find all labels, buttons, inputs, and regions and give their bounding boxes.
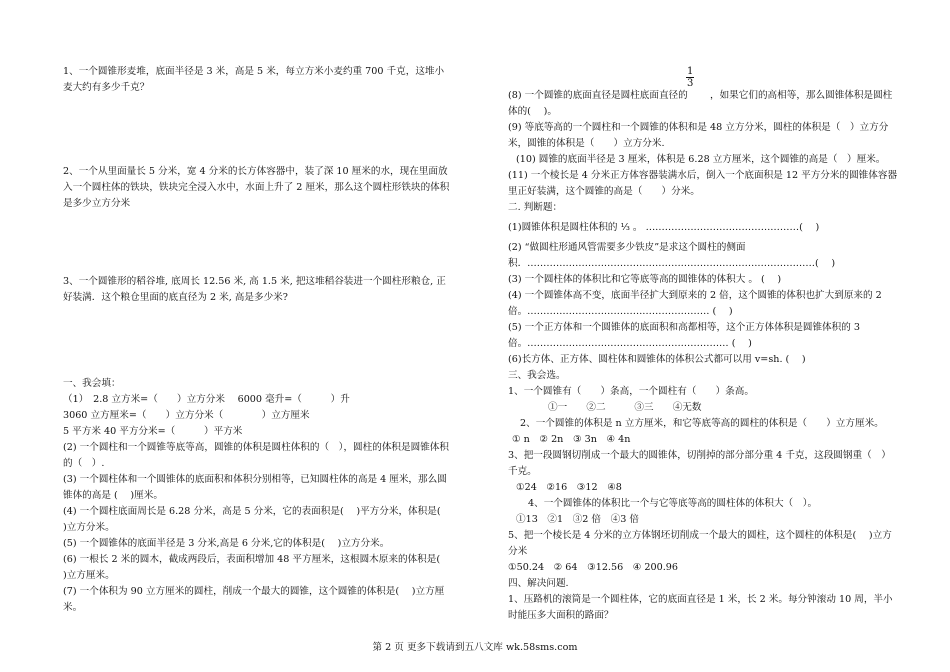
choose-title: 三、我会选。 — [508, 370, 566, 381]
solve-title: 四、解决问题. — [508, 578, 569, 589]
fill-line-1: （1） 2.8 立方米=（ ）立方分米 6000 毫升=（ ）升 — [63, 394, 350, 405]
problem-3: 3、一个圆锥形的稻谷堆, 底周长 12.56 米, 高 1.5 米, 把这堆稻谷装进一个圆柱形粮仓, 正好装满．这个粮仓里面的底直径为 2 米, 高是多少米? — [63, 276, 446, 303]
choose-q1: 1、一个圆锥有（ ）条高，一个圆柱有（ ）条高。 — [508, 386, 754, 397]
fill-item-8: $\frac{1}{3}$ (8) 一个圆锥的底面直径是圆柱底面直径的 ，如果它们的高相等，那么圆锥体积是圆柱体的( )。 — [508, 66, 893, 117]
judge-item-1: (1)圆锥体积是圆柱体积的 ⅓ 。 …………………………………………( ) — [508, 222, 820, 233]
page-footer: 第 2 页 更多下载请到五八文库 wk.58sms.com — [372, 642, 578, 653]
solve-item-1: 1、压路机的滚筒是一个圆柱体，它的底面直径是 1 米，长 2 米。每分钟滚动 10 周，半小时能压多大面积的路面？ — [508, 594, 893, 621]
problem-1: 1、一个圆锥形麦堆，底面半径是 3 米，高是 5 米，每立方米小麦约重 700 千克，这堆小麦大约有多少千克？ — [63, 66, 445, 93]
fill-line-3: 5 平方米 40 平方分米=（ ）平方米 — [63, 426, 243, 437]
judge-item-4: (4) 一个圆锥体高不变，底面半径扩大到原来的 2 倍，这个圆锥的体积也扩大到原来的 2 倍。………………………………………………… ( ) — [508, 290, 882, 317]
fill-item-6: (6) 一根长 2 米的圆木，截成两段后，表面积增加 48 平方厘米，这根圆木原来的体积是( )立方厘米。 — [63, 554, 453, 581]
fill-item-7: (7) 一个体积为 90 立方厘米的圆柱，削成一个最大的圆锥，这个圆锥的体积是( )立方厘米。 — [63, 586, 445, 613]
choose-q3: 3、把一段圆钢切削成一个最大的圆锥体，切削掉的部分部分重 4 千克，这段圆钢重（ ）千克。 — [508, 450, 891, 477]
choose-q1-options: ①一 ②二 ③三 ④无数 — [548, 402, 702, 413]
choose-q2: 2、一个圆锥的体积是 n 立方厘米，和它等底等高的圆柱的体积是（ ）立方厘米。 — [520, 418, 884, 429]
fill-section — [63, 376, 453, 616]
fill-item-3: (3) 一个圆柱体和一个圆锥体的底面积和体积分别相等，已知圆柱体的高是 4 厘米，那么圆锥体的高是 ( )厘米。 — [63, 474, 447, 501]
fill-item-10: (10) 圆锥的底面半径是 3 厘米，体积是 6.28 立方厘米，这个圆锥的高是（ ）厘米。 — [516, 154, 886, 165]
judge-item-6: (6)长方体、正方体、圆柱体和圆锥体的体积公式都可以用 v=sh. ( ) — [508, 354, 806, 365]
judge-item-2: (2) “做圆柱形通风管需要多少铁皮”是求这个圆柱的侧面积．………………………………………………………………………………( ) — [508, 242, 836, 269]
choose-q2-options: ① n ② 2n ③ 3n ④ 4n — [512, 434, 631, 445]
fill-title: 一、我会填： — [63, 378, 121, 389]
choose-q3-options: ①24 ②16 ③12 ④8 — [516, 482, 622, 493]
judge-title: 二. 判断题： — [508, 202, 563, 213]
judge-item-5: (5) 一个正方体和一个圆锥体的底面积和高都相等，这个正方体体积是圆锥体积的 3 倍。……………………………………………………… ( ) — [508, 322, 860, 349]
fill-item-5: (5) 一个圆锥体的底面半径是 3 分米,高是 6 分米,它的体积是( )立方分米。 — [63, 538, 390, 549]
choose-q5: 5、把一个棱长是 4 分米的立方体钢坯切削成一个最大的圆柱，这个圆柱的体积是( )立方分米 — [508, 530, 892, 557]
choose-q5-options: ①50.24 ② 64 ③12.56 ④ 200.96 — [508, 562, 678, 573]
fill-item-11: (11) 一个棱长是 4 分米正方体容器装满水后，倒入一个底面积是 12 平方分米的圆锥体容器里正好装满，这个圆锥的高是（ ）分米。 — [508, 170, 898, 197]
judge-item-3: (3) 一个圆柱体的体积比和它等底等高的圆锥体的体积大 。 ( ) — [508, 274, 782, 285]
choose-q4-options: ①13 ②1 ③2 倍 ④3 倍 — [516, 514, 639, 525]
fraction-one-third: $\frac{1}{3}$ — [687, 66, 694, 89]
problem-2: 2、一个从里面量长 5 分米，宽 4 分米的长方体容器中，装了深 10 厘米的水，现在里面放入一个圆柱体的铁块，铁块完全浸入水中，水面上升了 2 厘米，那么这个圆柱形铁块的体积是多少立方分米 — [63, 166, 450, 209]
fill-item-9: (9) 等底等高的一个圆柱和一个圆锥的体积和是 48 立方分米，圆柱的体积是（ ）立方分米，圆锥的体积是（ ）立方分米. — [508, 122, 889, 149]
choose-q4: 4、一个圆锥体的体积比一个与它等底等高的圆柱体的体积大（ ）。 — [528, 498, 818, 509]
fill-item-4: (4) 一个圆柱底面周长是 6.28 分米，高是 5 分米，它的表面积是( )平方分米，体积是( )立方分米。 — [63, 506, 454, 533]
right-section — [508, 66, 898, 624]
fill-line-2: 3060 立方厘米=（ ）立方分米（ ）立方厘米 — [63, 410, 310, 421]
fill-item-2: (2) 一个圆柱和一个圆锥等底等高，圆锥的体积是圆柱体积的（ ），圆柱的体积是圆锥体积的（ ）. — [63, 442, 449, 469]
